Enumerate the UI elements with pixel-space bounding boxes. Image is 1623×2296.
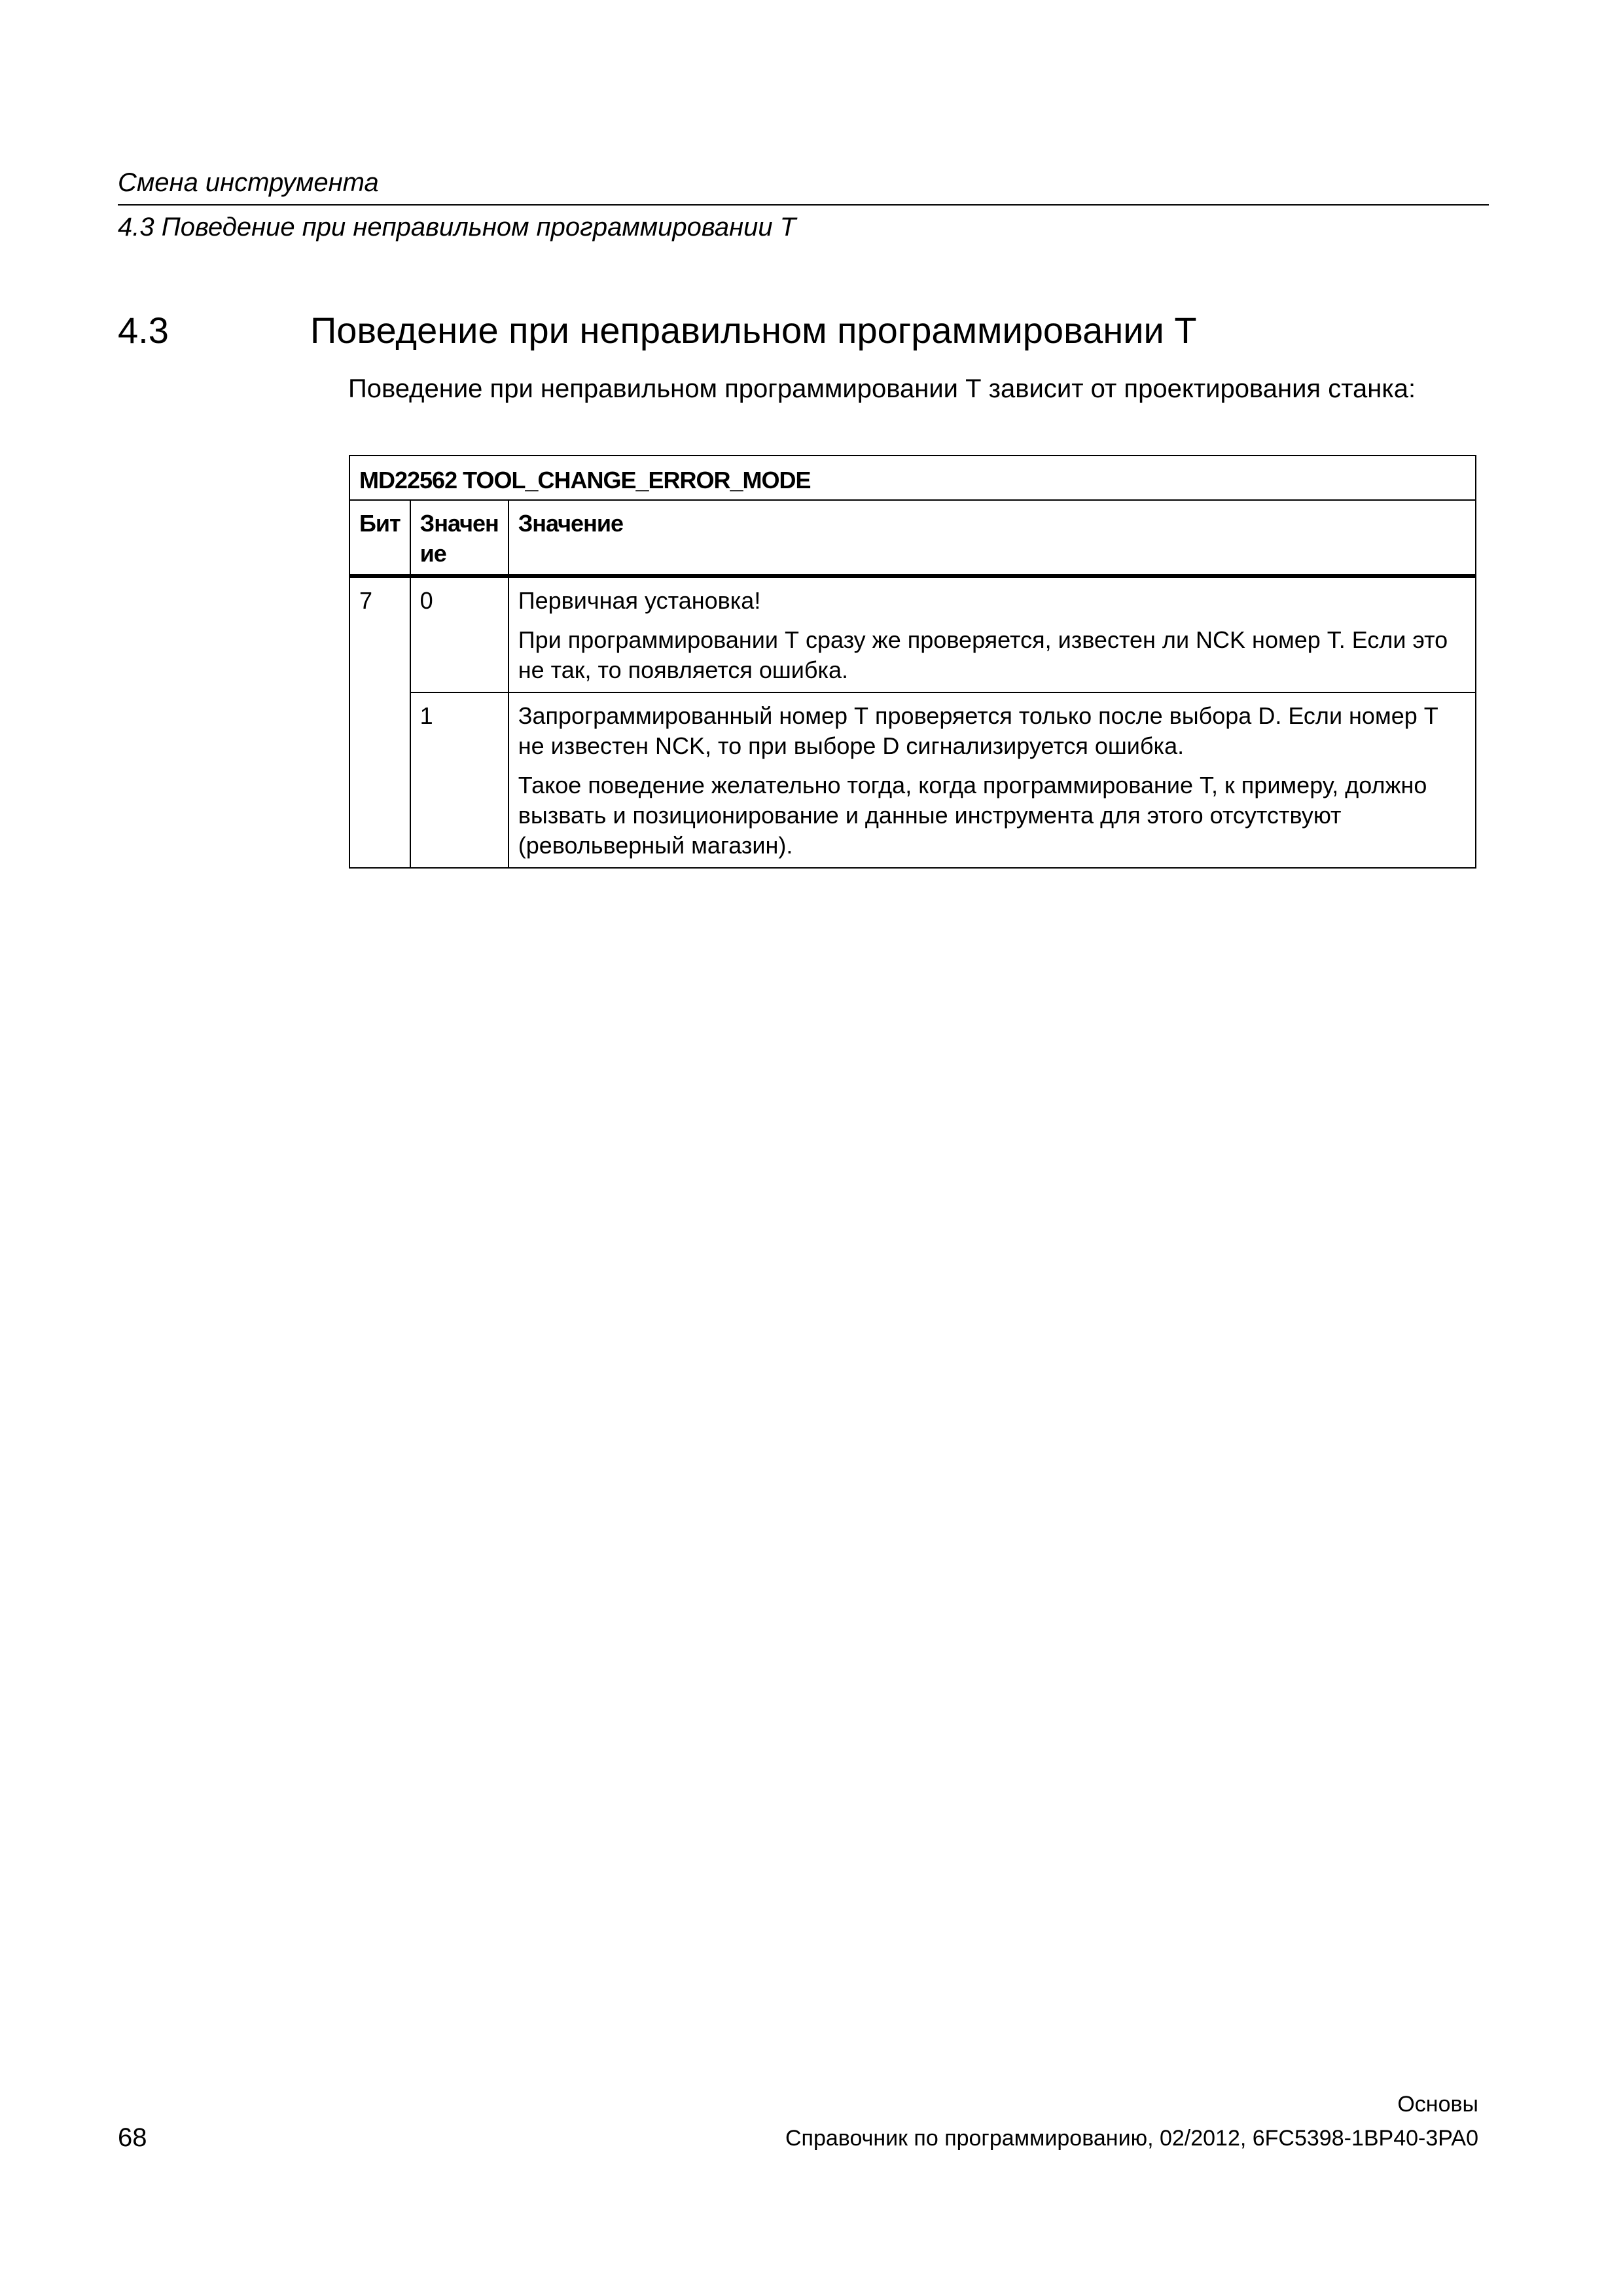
meaning-paragraph: Первичная установка! xyxy=(518,587,761,614)
meaning-paragraph: При программировании Т сразу же проверяется, известен ли NCK номер Т. Если это не так, то появляется ошибка. xyxy=(518,626,1448,683)
running-header-chapter: Смена инструмента xyxy=(118,164,1489,206)
machine-data-table xyxy=(349,455,1476,869)
table-row xyxy=(349,576,1476,692)
table-title-row xyxy=(349,456,1476,500)
running-header xyxy=(118,164,1489,246)
table-title: MD22562 TOOL_CHANGE_ERROR_MODE xyxy=(349,456,1476,500)
column-header-meaning: Значение xyxy=(508,500,1476,576)
table-header-row xyxy=(349,500,1476,576)
meaning-cell xyxy=(508,576,1476,692)
value-cell: 0 xyxy=(410,576,508,692)
column-header-value: Значен ие xyxy=(410,500,508,576)
meaning-paragraph: Запрограммированный номер Т проверяется только после выбора D. Если номер Т не известен NCK, то при выборе D сигнализируется ошибка. xyxy=(518,702,1438,759)
footer-book-title: Основы xyxy=(1397,2092,1478,2117)
footer-reference: Справочник по программированию, 02/2012, 6FC5398-1BP40-3PA0 xyxy=(785,2126,1478,2151)
section-title: Поведение при неправильном программировании Т xyxy=(310,310,1197,351)
section-number: 4.3 xyxy=(118,310,169,351)
table-row xyxy=(349,692,1476,868)
meaning-paragraph: Такое поведение желательно тогда, когда программирование Т, к примеру, должно вызвать и позиционирование и данные инструмента для этого отсутствуют (револьверный магазин). xyxy=(518,772,1427,859)
bit-cell: 7 xyxy=(349,576,410,868)
meaning-cell xyxy=(508,692,1476,868)
column-header-bit: Бит xyxy=(349,500,410,576)
page-number: 68 xyxy=(118,2123,147,2152)
value-cell: 1 xyxy=(410,692,508,868)
intro-paragraph: Поведение при неправильном программировании Т зависит от проектирования станка: xyxy=(348,374,1416,403)
running-header-section: 4.3 Поведение при неправильном программировании Т xyxy=(118,213,796,242)
